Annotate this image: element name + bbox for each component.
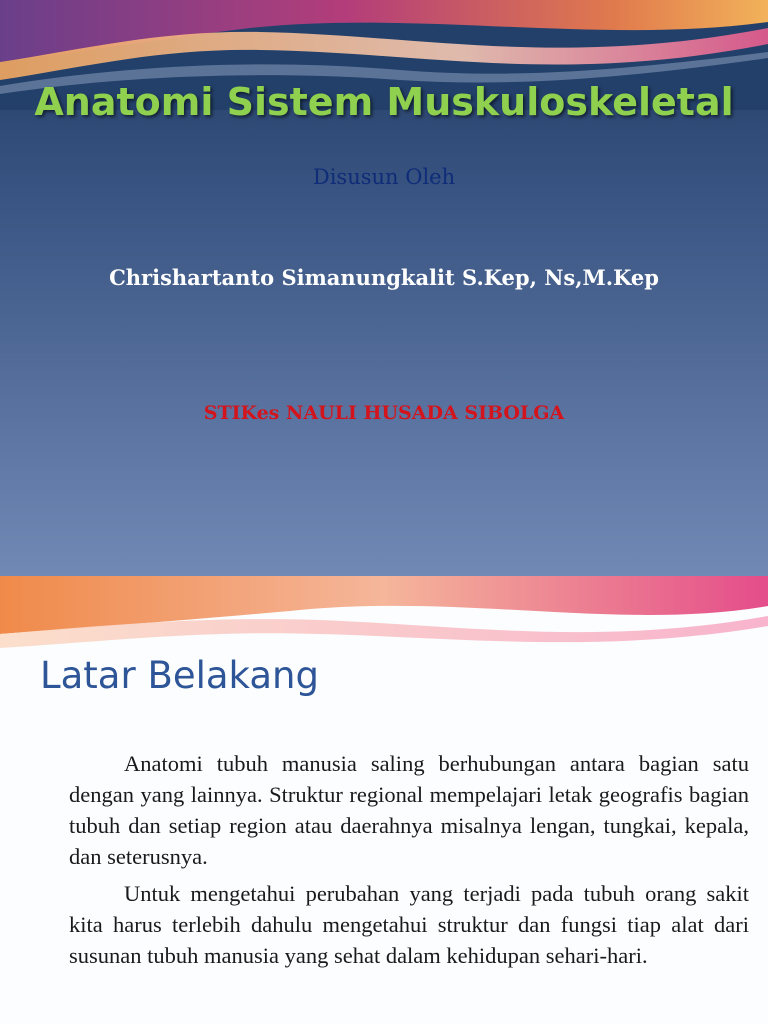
slide-1-institution: STIKes NAULI HUSADA SIBOLGA <box>203 402 565 424</box>
slide-2-body <box>69 748 749 977</box>
paragraph: Anatomi tubuh manusia saling berhubungan antara bagian satu dengan yang lainnya. Struktur regional mempelajari letak geografis bagian tubuh dan setiap region atau daerahnya misalnya lengan, tungkai, kepala, dan seterusnya. <box>69 751 749 869</box>
paragraph: Untuk mengetahui perubahan yang terjadi pada tubuh orang sakit kita harus terlebih dahulu mengetahui struktur dan fungsi tiap alat dari susunan tubuh manusia yang sehat dalam kehidupan sehari-hari. <box>69 881 749 968</box>
decorative-swoosh-header <box>0 576 768 656</box>
slide-2 <box>0 576 768 1024</box>
slide-1-subtitle: Disusun Oleh <box>312 165 456 189</box>
slide-2-title: Latar Belakang <box>40 654 319 697</box>
slide-1-author: Chrishartanto Simanungkalit S.Kep, Ns,M.Kep <box>109 265 659 290</box>
slide-1-title: Anatomi Sistem Muskuloskeletal <box>34 80 734 124</box>
